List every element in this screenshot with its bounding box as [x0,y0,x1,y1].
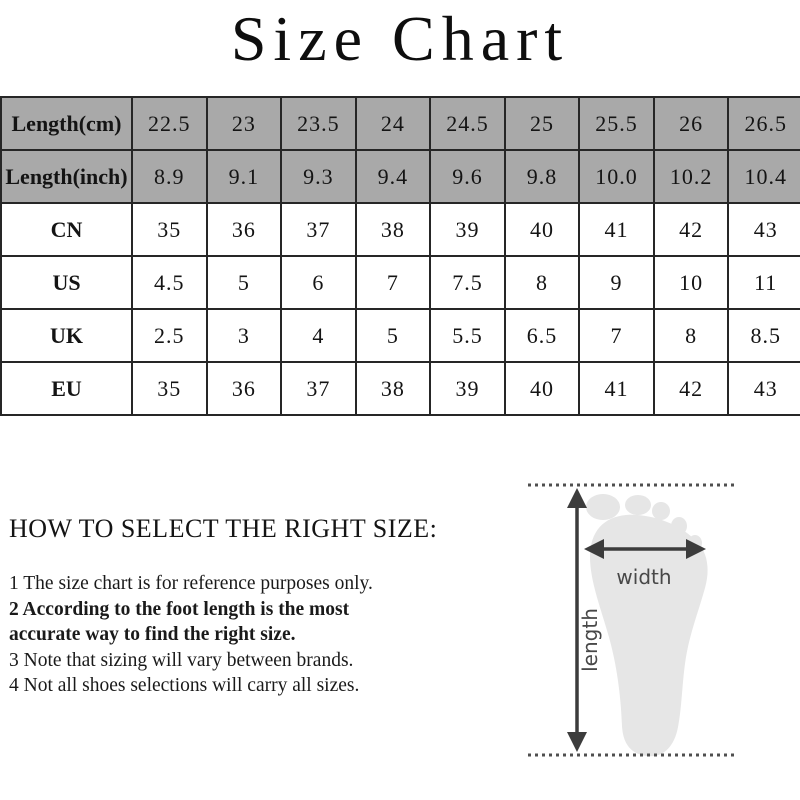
cell-us: 7 [356,256,431,309]
table-row-cn [1,203,800,256]
cell-length-cm: 25 [505,97,580,150]
row-header-us: US [1,256,132,309]
guide-note-2-line-2: accurate way to find the right size. [9,624,296,645]
cell-uk: 5.5 [430,309,505,362]
cell-uk: 6.5 [505,309,580,362]
size-table [0,96,800,416]
cell-uk: 3 [207,309,282,362]
cell-eu: 37 [281,362,356,415]
third-toe [652,502,670,520]
cell-us: 4.5 [132,256,207,309]
cell-cn: 38 [356,203,431,256]
cell-length-inch: 10.0 [579,150,654,203]
cell-length-inch: 9.3 [281,150,356,203]
table-row-eu [1,362,800,415]
cell-us: 11 [728,256,800,309]
cell-us: 7.5 [430,256,505,309]
cell-us: 5 [207,256,282,309]
cell-cn: 39 [430,203,505,256]
cell-cn: 40 [505,203,580,256]
row-header-cn: CN [1,203,132,256]
guide-note-4: 4 Not all shoes selections will carry all sizes. [9,675,360,696]
table-row-length-cm [1,97,800,150]
cell-cn: 35 [132,203,207,256]
width-label: width [616,565,672,589]
cell-length-cm: 22.5 [132,97,207,150]
cell-eu: 43 [728,362,800,415]
cell-cn: 37 [281,203,356,256]
length-arrow-head-bottom [567,732,587,752]
guide-heading: HOW TO SELECT THE RIGHT SIZE: [9,514,438,543]
cell-length-inch: 10.4 [728,150,800,203]
cell-length-inch: 9.4 [356,150,431,203]
cell-length-inch: 10.2 [654,150,729,203]
cell-length-cm: 25.5 [579,97,654,150]
cell-us: 10 [654,256,729,309]
length-arrow-head-top [567,488,587,508]
guide-note-1: 1 The size chart is for reference purposes only. [9,573,373,594]
cell-length-inch: 8.9 [132,150,207,203]
cell-uk: 5 [356,309,431,362]
length-label: length [578,608,602,672]
cell-us: 9 [579,256,654,309]
cell-cn: 41 [579,203,654,256]
cell-eu: 35 [132,362,207,415]
sizing-guide [9,514,514,699]
row-header-eu: EU [1,362,132,415]
cell-eu: 39 [430,362,505,415]
cell-length-inch: 9.6 [430,150,505,203]
cell-us: 8 [505,256,580,309]
row-header-length-cm: Length(cm) [1,97,132,150]
cell-eu: 38 [356,362,431,415]
table-row-uk [1,309,800,362]
cell-length-cm: 23.5 [281,97,356,150]
cell-length-cm: 26.5 [728,97,800,150]
foot-measurement-diagram [520,455,800,800]
cell-length-cm: 24.5 [430,97,505,150]
fourth-toe [671,517,687,535]
guide-note-3: 3 Note that sizing will vary between brands. [9,649,354,671]
cell-cn: 43 [728,203,800,256]
cell-eu: 41 [579,362,654,415]
table-row-length-inch [1,150,800,203]
cell-length-inch: 9.8 [505,150,580,203]
table-row-us [1,256,800,309]
cell-eu: 40 [505,362,580,415]
cell-uk: 4 [281,309,356,362]
cell-length-cm: 23 [207,97,282,150]
cell-length-cm: 26 [654,97,729,150]
foot-outline-icon [586,494,708,756]
big-toe [586,494,620,520]
cell-uk: 7 [579,309,654,362]
cell-length-inch: 9.1 [207,150,282,203]
cell-cn: 42 [654,203,729,256]
cell-eu: 36 [207,362,282,415]
cell-length-cm: 24 [356,97,431,150]
cell-eu: 42 [654,362,729,415]
cell-cn: 36 [207,203,282,256]
row-header-length-inch: Length(inch) [1,150,132,203]
cell-uk: 8.5 [728,309,800,362]
guide-note-2-line-1: 2 According to the foot length is the most [9,598,350,620]
cell-uk: 2.5 [132,309,207,362]
row-header-uk: UK [1,309,132,362]
page-title: Size Chart [230,3,570,74]
cell-uk: 8 [654,309,729,362]
cell-us: 6 [281,256,356,309]
second-toe [625,495,651,515]
